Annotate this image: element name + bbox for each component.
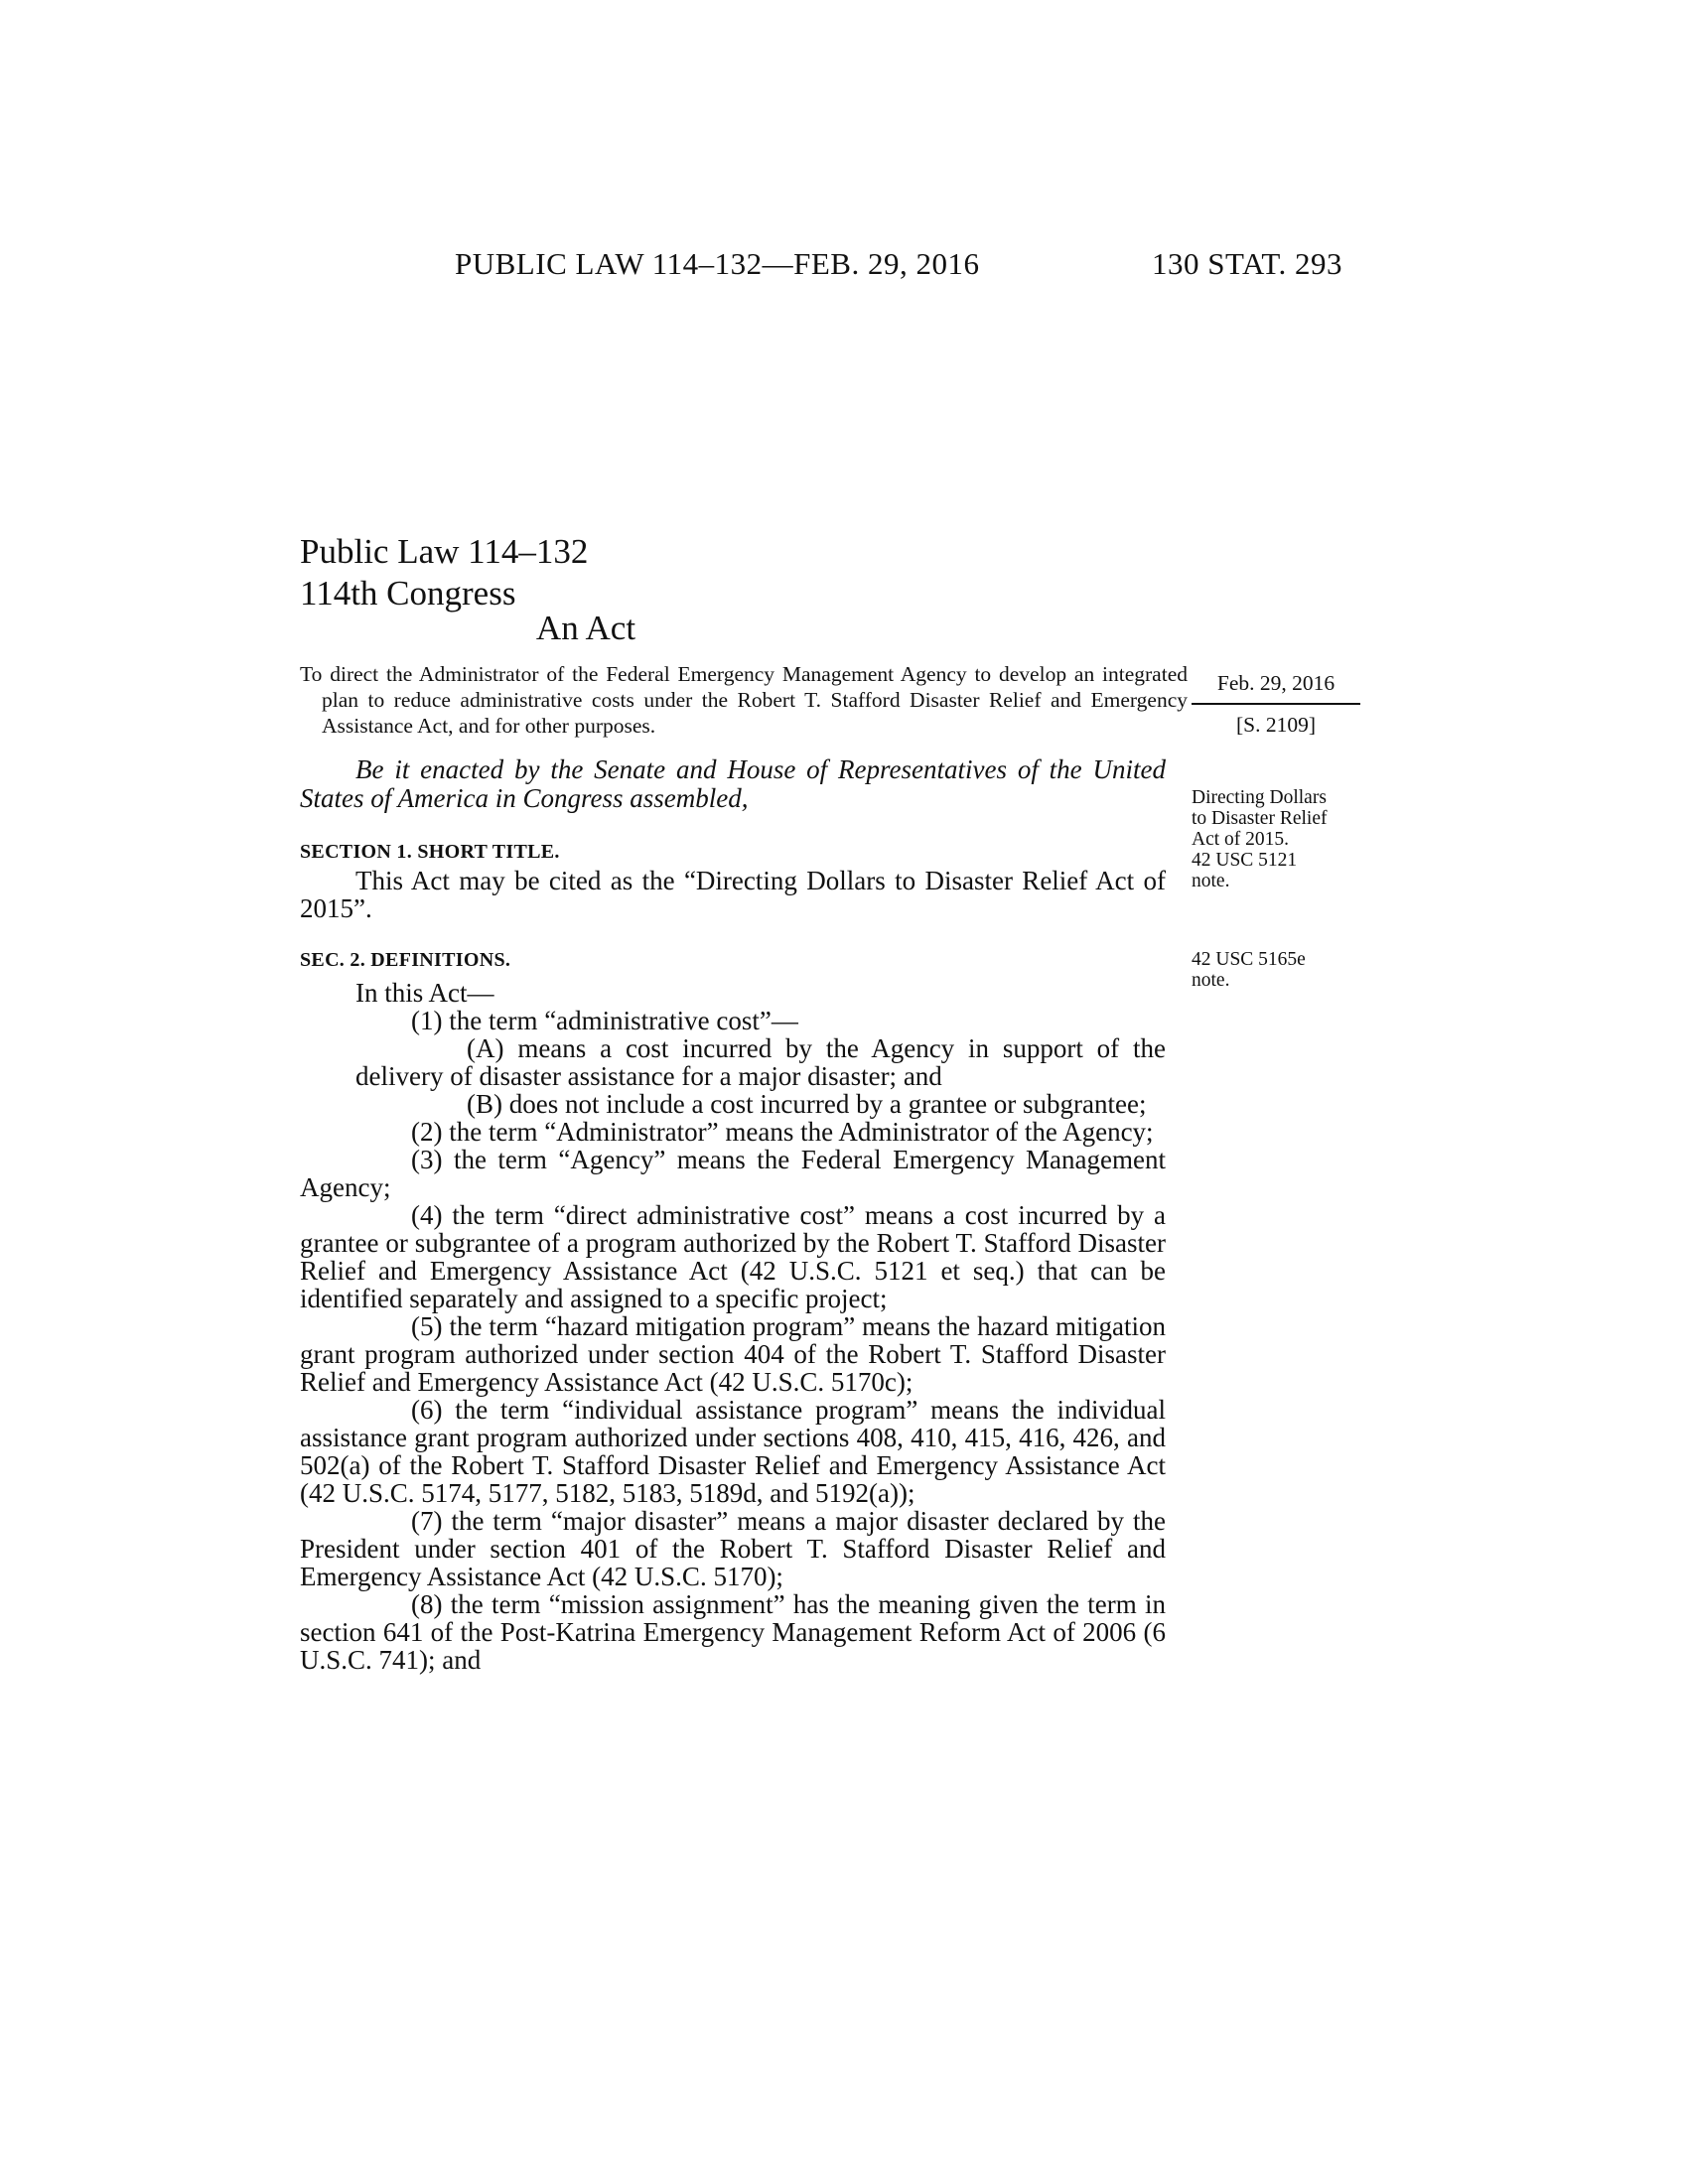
enactment-date-box	[1192, 671, 1360, 738]
definition-1: (1) the term “administrative cost”—	[411, 1006, 798, 1035]
definition-4: (4) the term “direct administrative cost” means a cost incurred by a grantee or subgrantee of a program authorized by the Robert T. Stafford Disaster Relief and Emergency Assistance Act (42 U.S.C. 5121 et seq.) that can be identified separately and assigned to a specific project;	[300, 1200, 1166, 1313]
congress-number: 114th Congress	[300, 574, 516, 613]
enacting-clause: Be it enacted by the Senate and House of Representatives of the United States of America in Congress assembled,	[300, 754, 1166, 813]
definitions-intro: In this Act—	[355, 978, 494, 1008]
margin-note-line: 42 USC 5121	[1192, 850, 1298, 871]
bill-number: [S. 2109]	[1235, 713, 1317, 737]
definition-7: (7) the term “major disaster” means a major disaster declared by the President under section 401 of the Robert T. Stafford Disaster Relief and Emergency Assistance Act (42 U.S.C. 5170);	[300, 1506, 1166, 1591]
section-2-heading: SEC. 2. DEFINITIONS.	[300, 949, 511, 971]
margin-note-definitions	[1192, 949, 1306, 991]
running-header-left: PUBLIC LAW 114–132—FEB. 29, 2016	[455, 246, 980, 281]
section-1-heading: SECTION 1. SHORT TITLE.	[300, 841, 560, 863]
margin-note-line: note.	[1192, 970, 1230, 991]
margin-note-line: 42 USC 5165e	[1192, 949, 1306, 970]
definition-6: (6) the term “individual assistance program” means the individual assistance grant program authorized under sections 408, 410, 415, 416, 426, and 502(a) of the Robert T. Stafford Disaster Relief and Emergency Assistance Act (42 U.S.C. 5174, 5177, 5182, 5183, 5189d, and 5192(a));	[300, 1395, 1166, 1508]
definition-5: (5) the term “hazard mitigation program” means the hazard mitigation grant program authorized under section 404 of the Robert T. Stafford Disaster Relief and Emergency Assistance Act (42 U.S.C. 5170c);	[300, 1311, 1166, 1397]
margin-note-line: Directing Dollars	[1192, 787, 1327, 808]
margin-note-line: Act of 2015.	[1192, 829, 1290, 850]
definition-2: (2) the term “Administrator” means the Administrator of the Agency;	[411, 1117, 1154, 1147]
margin-note-line: to Disaster Relief	[1192, 808, 1328, 829]
act-heading: An Act	[535, 609, 636, 647]
enactment-date: Feb. 29, 2016	[1192, 671, 1360, 705]
definition-1b: (B) does not include a cost incurred by a grantee or subgrantee;	[467, 1089, 1147, 1119]
margin-note-short-title	[1192, 787, 1327, 891]
section-1-text: This Act may be cited as the “Directing Dollars to Disaster Relief Act of 2015”.	[300, 866, 1166, 923]
definition-3: (3) the term “Agency” means the Federal Emergency Management Agency;	[300, 1145, 1166, 1202]
purpose-statement: To direct the Administrator of the Federal Emergency Management Agency to develop an integrated plan to reduce administrative costs under the Robert T. Stafford Disaster Relief and Emergency Assistance Act, and for other purposes.	[300, 662, 1188, 738]
law-number: Public Law 114–132	[300, 532, 589, 571]
definition-1a: (A) means a cost incurred by the Agency in support of the delivery of disaster assistance for a major disaster; and	[355, 1033, 1166, 1091]
running-header-right: 130 STAT. 293	[1152, 246, 1343, 281]
definitions-body	[300, 979, 1166, 1674]
law-title-block	[300, 531, 588, 614]
definition-8: (8) the term “mission assignment” has the meaning given the term in section 641 of the Post-Katrina Emergency Management Reform Act of 2006 (6 U.S.C. 741); and	[300, 1589, 1166, 1675]
margin-note-line: note.	[1192, 871, 1230, 891]
